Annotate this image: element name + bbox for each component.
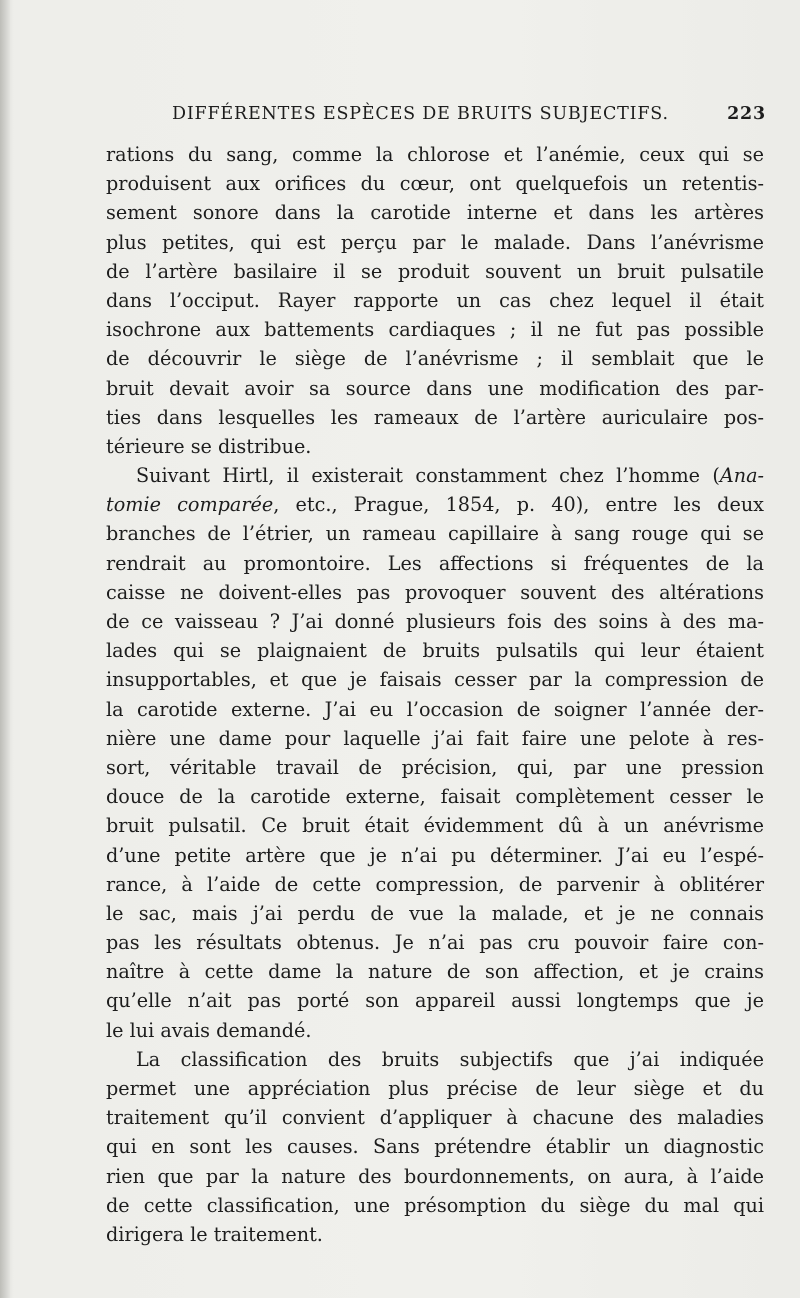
page-number: 223: [727, 104, 766, 124]
text-line: dans l’occiput. Rayer rapporte un cas chez lequel il était: [106, 288, 764, 312]
text-line: de découvrir le siège de l’anévrisme ; il semblait que le: [106, 347, 764, 371]
text-line: qu’elle n’ait pas porté son appareil aussi longtemps que je: [106, 989, 764, 1013]
text-line: rendrait au promontoire. Les affections si fréquentes de la: [106, 551, 764, 575]
text-line: bruit devait avoir sa source dans une modification des par-: [106, 376, 764, 400]
paragraph-start-line: La classification des bruits subjectifs que j’ai indiquée: [136, 1047, 764, 1071]
text-line: traitement qu’il convient d’appliquer à chacune des maladies: [106, 1106, 764, 1130]
running-title: DIFFÉRENTES ESPÈCES DE BRUITS SUBJECTIFS.: [172, 104, 669, 124]
text-line: bruit pulsatil. Ce bruit était évidemment dû à un anévrisme: [106, 814, 764, 838]
binding-edge: [0, 0, 10, 1298]
text-line: sement sonore dans la carotide interne et dans les artères: [106, 201, 764, 225]
text-line: douce de la carotide externe, faisait complètement cesser le: [106, 785, 764, 809]
text-line: la carotide externe. J’ai eu l’occasion de soigner l’année der-: [106, 697, 764, 721]
paragraph-end-line: térieure se distribue.: [106, 434, 312, 458]
text-line: caisse ne doivent-elles pas provoquer souvent des altérations: [106, 580, 764, 604]
text-line: d’une petite artère que je n’ai pu déterminer. J’ai eu l’espé-: [106, 843, 764, 867]
text-line: isochrone aux battements cardiaques ; il ne fut pas possible: [106, 318, 764, 342]
paragraph-start-line: [106, 461, 764, 490]
text-line: rien que par la nature des bourdonnements, on aura, à l’aide: [106, 1164, 764, 1188]
text-line: rations du sang, comme la chlorose et l’anémie, ceux qui se: [106, 143, 764, 166]
paragraph-end-line: le lui avais demandé.: [106, 1018, 312, 1042]
text-line: plus petites, qui est perçu par le malade. Dans l’anévrisme: [106, 230, 764, 254]
text-segment: Suivant Hirtl, il existerait constamment chez l’homme (: [136, 464, 720, 488]
text-line: [106, 490, 764, 519]
text-line: permet une appréciation plus précise de leur siège et du: [106, 1077, 764, 1100]
text-line: lades qui se plaignaient de bruits pulsatils qui leur étaient: [106, 639, 764, 663]
text-line: nière une dame pour laquelle j’ai fait faire une pelote à res-: [106, 726, 764, 750]
body-text: [106, 140, 764, 1249]
text-segment: , etc., Prague, 1854, p. 40), entre les deux: [273, 493, 764, 517]
text-line: pas les résultats obtenus. Je n’ai pas cru pouvoir faire con-: [106, 931, 764, 955]
text-line: rance, à l’aide de cette compression, de parvenir à oblitérer: [106, 872, 764, 896]
text-line: qui en sont les causes. Sans prétendre établir un diagnostic: [106, 1135, 764, 1159]
text-line: ties dans lesquelles les rameaux de l’artère auriculaire pos-: [106, 405, 764, 429]
text-line: naître à cette dame la nature de son affection, et je crains: [106, 960, 764, 984]
text-line: le sac, mais j’ai perdu de vue la malade, et je ne connais: [106, 901, 764, 925]
text-line: de l’artère basilaire il se produit souvent un bruit pulsatile: [106, 259, 764, 283]
text-line: branches de l’étrier, un rameau capillaire à sang rouge qui se: [106, 522, 764, 546]
text-line: produisent aux orifices du cœur, ont quelquefois un retentis-: [106, 172, 764, 196]
italic-text: tomie comparée: [106, 493, 274, 517]
paragraph-end-line: dirigera le traitement.: [106, 1222, 323, 1246]
text-line: de ce vaisseau ? J’ai donné plusieurs fois des soins à des ma-: [106, 610, 764, 633]
page-header: [172, 100, 794, 130]
italic-text: Ana-: [719, 464, 764, 488]
text-line: sort, véritable travail de précision, qui, par une pression: [106, 755, 764, 779]
text-line: de cette classification, une présomption du siège du mal qui: [106, 1193, 764, 1217]
text-line: insupportables, et que je faisais cesser par la compression de: [106, 668, 764, 692]
